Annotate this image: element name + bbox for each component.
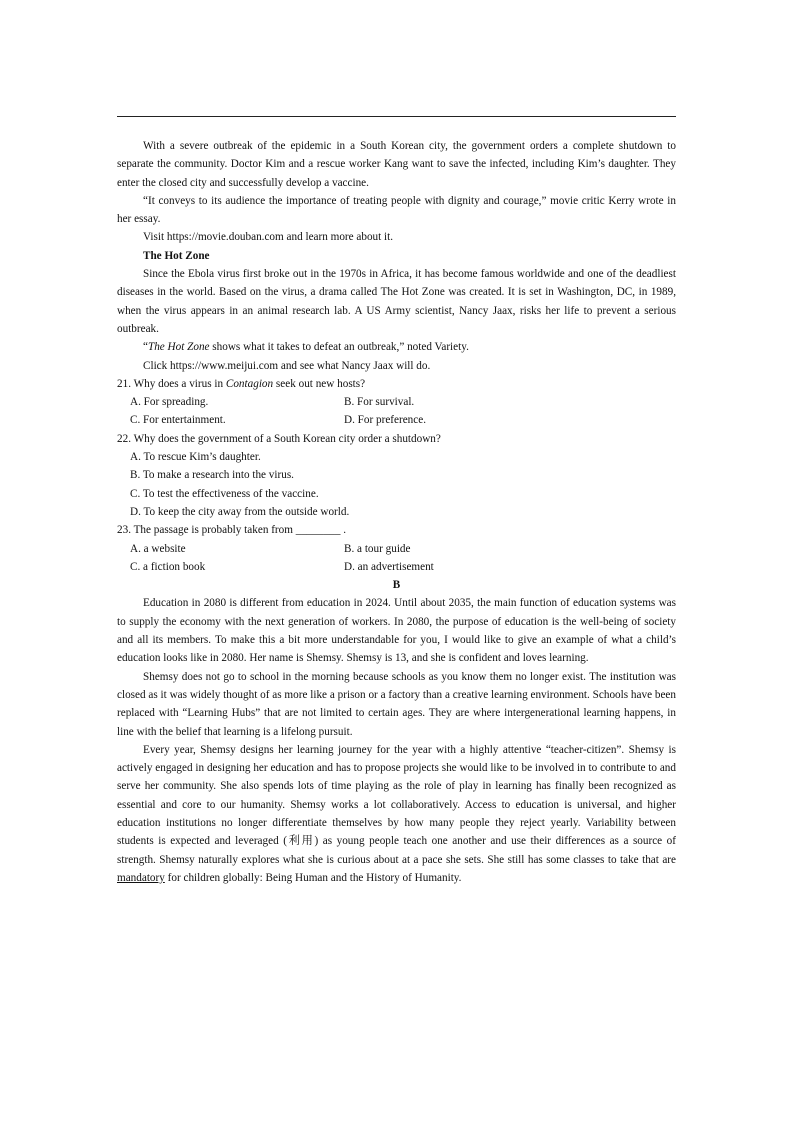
q22-option-a: A. To rescue Kim’s daughter. [130,451,261,464]
passage-b-paragraph-1: Education in 2080 is different from education in 2024. Until about 2035, the main function of education systems was to supply the economy with the next generation of workers. In 2080, the purpose of education is the well-being of society and all its members. To make this a bit more understandable for you, I would like to give an example of what a child’s education looks like in 2080. Her name is Shemsy. Shemsy is 13, and she is confident and loves learning. [117,597,676,665]
passage-b-paragraph-3 [117,741,676,887]
q22-option-b: B. To make a research into the virus. [130,469,294,482]
show-title: The Hot Zone [147,341,210,354]
passage-a-paragraph-6: Click https://www.meijui.com and see what Nancy Jaax will do. [143,359,431,372]
q23-option-d: D. an advertisement [344,560,434,573]
q23-option-a: A. a website [130,542,186,555]
q23-option-b: B. a tour guide [344,542,411,555]
question-21-stem [117,375,676,393]
document-page [117,137,676,887]
section-heading-hot-zone: The Hot Zone [143,249,210,262]
passage-b-paragraph-2: Shemsy does not go to school in the morning because schools as you know them no longer exist. The institution was closed as it was widely thought of as more like a prison or a factory than a creative learning environment. Schools have been replaced with “Learning Hubs” that are not limited to certain ages. They are where intergenerational learning happens, in line with the belief that learning is a lifelong pursuit. [117,670,676,738]
q21-option-a: A. For spreading. [130,396,209,409]
q21-stem-before: 21. Why does a virus in [117,377,226,390]
q22-option-d: D. To keep the city away from the outside world. [130,505,350,518]
underlined-word-mandatory: mandatory [117,871,165,884]
p3-before: Every year, Shemsy designs her learning journey for the year with a highly attentive “teacher-citizen”. Shemsy is actively engaged in designing her education and has to propose projects she would like to be involved in to contribute to and serve her community. She also spends lots of time playing as the role of play in learning has finally been recognized as essential and core to our humanity. Shemsy works a lot collaboratively. Access to education is universal, and higher education institutions no longer differentiate themselves by how many people they reject yearly. Variability between students is expected and leveraged (利用) as young people teach one another and use their differences as a source of strength. Shemsy naturally explores what she is curious about at a pace she sets. She still has some classes to take that are [117,743,676,866]
q23-options-row-1 [117,540,676,558]
passage-a-paragraph-2: “It conveys to its audience the importance of treating people with dignity and courage,” movie critic Kerry wrote in her essay. [117,194,676,226]
q22-option-c: C. To test the effectiveness of the vaccine. [130,487,319,500]
q23-options-row-2 [117,558,676,576]
q21-option-b: B. For survival. [344,396,415,409]
header-rule [117,116,676,117]
q21-stem-italic: Contagion [225,377,274,390]
q21-option-d: D. For preference. [344,414,426,427]
passage-a-paragraph-4: Since the Ebola virus first broke out in the 1970s in Africa, it has become famous worldwide and one of the deadliest diseases in the world. Based on the virus, a drama called The Hot Zone was created. It is set in Washington, DC, in 1989, when the virus appears in an animal research lab. A US Army scientist, Nancy Jaax, risks her life to prevent a serious outbreak. [117,268,676,335]
passage-a-paragraph-3: Visit https://movie.douban.com and learn more about it. [143,231,394,244]
passage-a-paragraph-5 [117,338,676,356]
q23-option-c: C. a fiction book [130,560,206,573]
q21-options-row-2 [117,411,676,429]
question-22-stem: 22. Why does the government of a South Korean city order a shutdown? [117,432,441,445]
p3-after: for children globally: Being Human and the History of Humanity. [164,871,462,884]
q21-option-c: C. For entertainment. [130,414,226,427]
q21-options-row-1 [117,393,676,411]
q21-stem-after: seek out new hosts? [273,377,366,390]
quote-rest: shows what it takes to defeat an outbreak,” noted Variety. [209,341,469,354]
section-label-b: B [392,579,401,592]
passage-a-paragraph-1: With a severe outbreak of the epidemic in a South Korean city, the government orders a complete shutdown to separate the community. Doctor Kim and a rescue worker Kang want to save the infected, including Kim’s daughter. They enter the closed city and successfully develop a vaccine. [117,140,676,189]
question-23-stem: 23. The passage is probably taken from ________ . [117,524,347,537]
quote-open: “ [143,341,148,354]
